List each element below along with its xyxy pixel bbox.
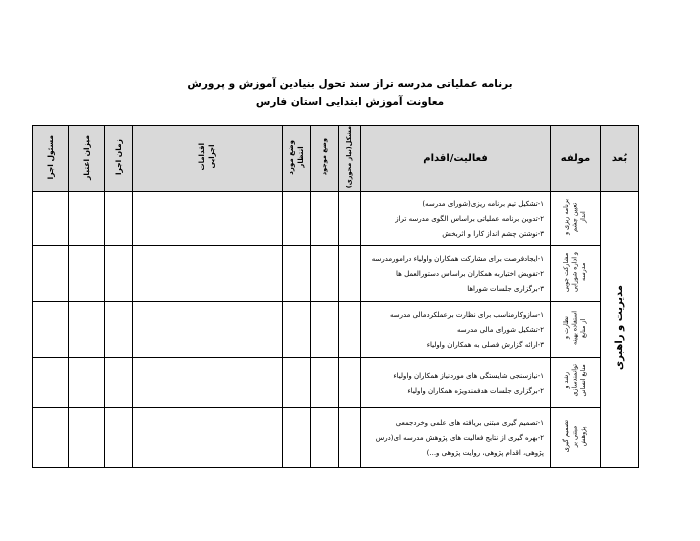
activity-cell: ۱-تصمیم گیری مبتنی بریافته های علمی وخردجمعی ۲-بهره گیری از نتایج فعالیت های پژوهش مدرسه ای(درس پژوهی، اقدام پژوهی، روایت پژوهی و...) (361, 408, 551, 468)
table-row (33, 302, 639, 358)
col-component: مولفه (551, 126, 601, 192)
col-executor: مسئول اجرا (33, 126, 69, 192)
component-cell: نظارت و استفاده بهینه از منابع (551, 302, 601, 358)
component-cell: رشد و توانمندسازی منابع انسانی (551, 358, 601, 408)
activity-cell: ۱-نیازسنجی شایستگی های موردنیاز همکاران واولیاء ۲-برگزاری جلسات هدفمندویژه همکاران واولیاء (361, 358, 551, 408)
col-problem: مشکل(نیاز محوری) (339, 126, 361, 192)
activity-cell: ۱-ایجادفرصت برای مشارکت همکاران واولیاء درامورمدرسه ۲-تفویض اختیاربه همکاران براساس دستورالعمل ها ۳-برگزاری جلسات شوراها (361, 246, 551, 302)
col-dimension: بُعد (601, 126, 639, 192)
component-cell: مشارکت جویی و اداره شورایی مدرسه (551, 246, 601, 302)
col-current: وضع موجود (311, 126, 339, 192)
component-cell: برنامه ریزی و تعیین چشم انداز (551, 192, 601, 246)
page-title: برنامه عملیاتی مدرسه تراز سند تحول بنیادین آموزش و پرورش (187, 78, 513, 90)
table-row (33, 246, 639, 302)
page-subtitle: معاونت آموزش ابتدایی استان فارس (255, 96, 445, 108)
col-time: زمان اجرا (105, 126, 133, 192)
activity-cell: ۱-تشکیل تیم برنامه ریزی(شورای مدرسه) ۲-تدوین برنامه عملیاتی براساس الگوی مدرسه تراز ۳-نوشتن چشم انداز کارا و اثربخش (361, 192, 551, 246)
component-cell: تصمیم گیری مبتنی بر پژوهش (551, 408, 601, 468)
table-row (33, 358, 639, 408)
col-activity: فعالیت/اقدام (361, 126, 551, 192)
col-credit: میزان اعتبار (69, 126, 105, 192)
operational-plan-table (32, 125, 639, 468)
activity-cell: ۱-سازوکارمناسب برای نظارت برعملکردمالی مدرسه ۲-تشکیل شورای مالی مدرسه ۳-ارائه گزارش فصلی به همکاران واولیاء (361, 302, 551, 358)
table-row (33, 192, 639, 246)
col-actions: اقدامات اجرایی (133, 126, 283, 192)
header-row (33, 126, 639, 192)
col-expected: وضع مورد انتظار (283, 126, 311, 192)
dimension-cell: مدیریت و راهبری (601, 192, 639, 468)
table-row (33, 408, 639, 468)
